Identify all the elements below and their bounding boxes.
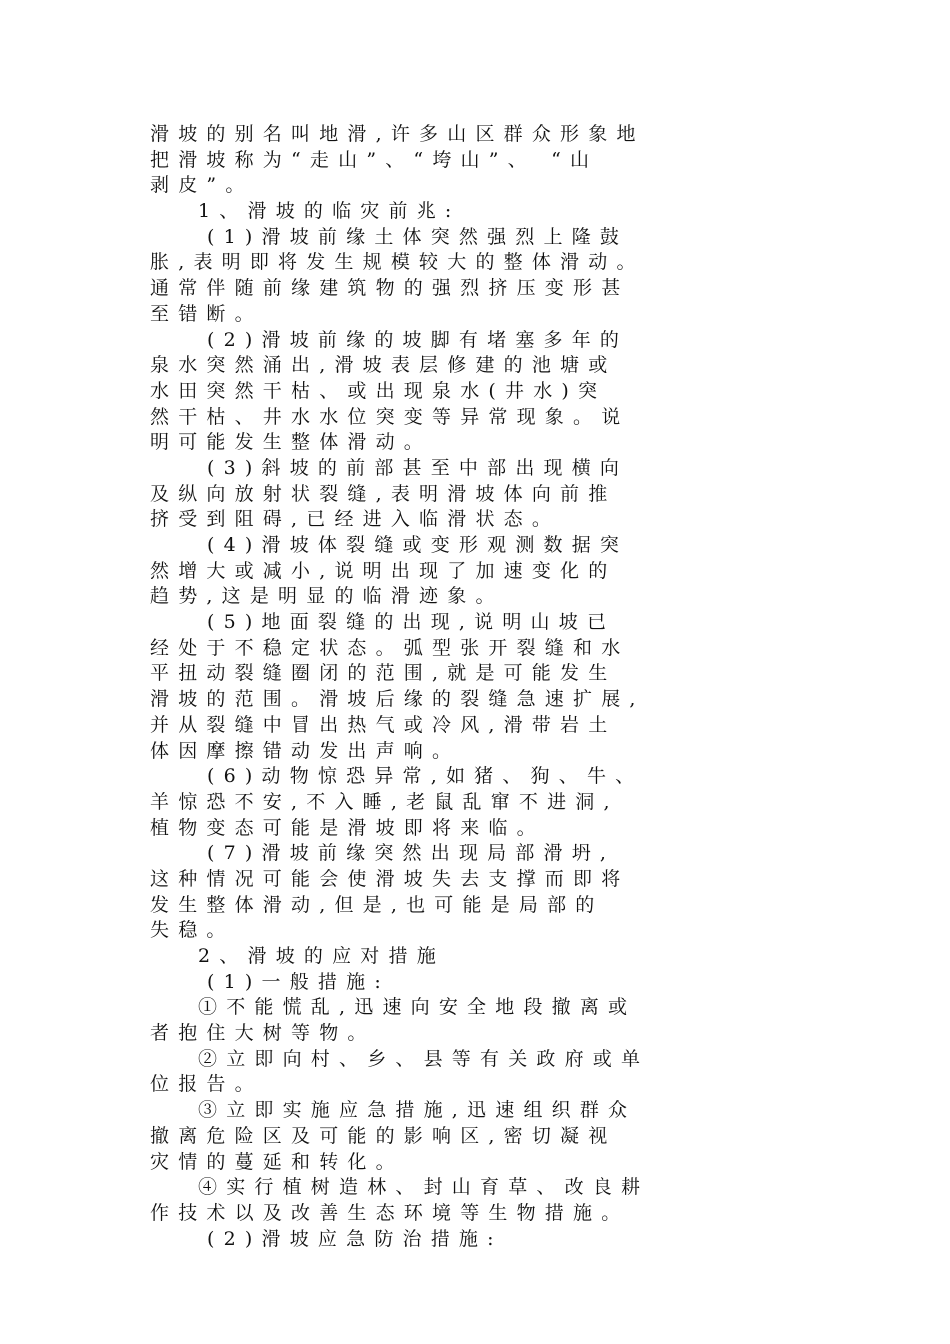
text-line: (3)斜坡的前部甚至中部出现横向 bbox=[207, 456, 629, 479]
text-line: 这种情况可能会使滑坡失去支撑而即将 bbox=[150, 867, 630, 890]
text-line: 位报告。 bbox=[150, 1073, 263, 1096]
text-line: 把滑坡称为“走山”、“垮山”、 “山 bbox=[150, 148, 599, 171]
text-line: 作技术以及改善生态环境等生物措施。 bbox=[150, 1201, 630, 1224]
text-line: ②立即向村、乡、县等有关政府或单 bbox=[198, 1047, 650, 1070]
text-line: 灾情的蔓延和转化。 bbox=[150, 1150, 404, 1173]
text-line: (7)滑坡前缘突然出现局部滑坍, bbox=[207, 842, 616, 865]
text-line: 植物变态可能是滑坡即将来临。 bbox=[150, 816, 545, 839]
text-line: 撤离危险区及可能的影响区,密切凝视 bbox=[150, 1124, 617, 1147]
text-line: 滑坡的范围。滑坡后缘的裂缝急速扩展, bbox=[150, 688, 645, 711]
text-line: 2、滑坡的应对措施 bbox=[198, 945, 445, 967]
text-line: (6)动物惊恐异常,如猪、狗、牛、 bbox=[207, 765, 644, 788]
text-line: (2)滑坡前缘的坡脚有堵塞多年的 bbox=[207, 328, 629, 351]
text-line: 胀,表明即将发生规模较大的整体滑动。 bbox=[150, 251, 645, 274]
text-line: 水田突然干枯、或出现泉水(井水)突 bbox=[150, 379, 607, 402]
text-line: 发生整体滑动,但是,也可能是局部的 bbox=[150, 893, 604, 916]
text-line: (2)滑坡应急防治措施: bbox=[207, 1227, 503, 1250]
text-line: 滑坡的别名叫地滑,许多山区群众形象地 bbox=[150, 123, 645, 145]
text-line: ①不能慌乱,迅速向安全地段撤离或 bbox=[198, 996, 637, 1019]
text-line: 经处于不稳定状态。弧型张开裂缝和水 bbox=[150, 636, 630, 659]
document-body bbox=[150, 122, 740, 1252]
text-line: 明可能发生整体滑动。 bbox=[150, 431, 433, 454]
text-line: 剥皮”。 bbox=[150, 174, 254, 197]
text-line: 挤受到阻碍,已经进入临滑状态。 bbox=[150, 508, 561, 531]
text-line: 泉水突然涌出,滑坡表层修建的池塘或 bbox=[150, 354, 617, 377]
text-line: 及纵向放射状裂缝,表明滑坡体向前推 bbox=[150, 482, 617, 505]
text-line: ④实行植树造林、封山育草、改良耕 bbox=[198, 1176, 650, 1199]
text-line: 然干枯、井水水位突变等异常现象。说 bbox=[150, 405, 630, 428]
text-line: 1、滑坡的临灾前兆: bbox=[198, 200, 461, 223]
text-line: 至错断。 bbox=[150, 302, 263, 325]
text-line: (4)滑坡体裂缝或变形观测数据突 bbox=[207, 534, 629, 556]
text-line: 趋势,这是明显的临滑迹象。 bbox=[150, 585, 504, 608]
text-line: 通常伴随前缘建筑物的强烈挤压变形甚 bbox=[150, 277, 630, 300]
text-line: 平扭动裂缝圈闭的范围,就是可能发生 bbox=[150, 662, 617, 685]
text-line: 然增大或减小,说明出现了加速变化的 bbox=[150, 559, 617, 582]
text-line: (1)一般措施: bbox=[207, 970, 390, 993]
text-line: (5)地面裂缝的出现,说明山坡已 bbox=[207, 611, 616, 634]
text-line: 者抱住大树等物。 bbox=[150, 1022, 376, 1045]
text-line: ③立即实施应急措施,迅速组织群众 bbox=[198, 1099, 637, 1122]
text-line: 并从裂缝中冒出热气或冷风,滑带岩土 bbox=[150, 713, 617, 736]
text-line: 失稳。 bbox=[150, 919, 235, 942]
text-line: (1)滑坡前缘土体突然强烈上隆鼓 bbox=[207, 225, 629, 248]
text-line: 体因摩擦错动发出声响。 bbox=[150, 739, 461, 762]
text-line: 羊惊恐不安,不入睡,老鼠乱窜不进洞, bbox=[150, 790, 619, 813]
